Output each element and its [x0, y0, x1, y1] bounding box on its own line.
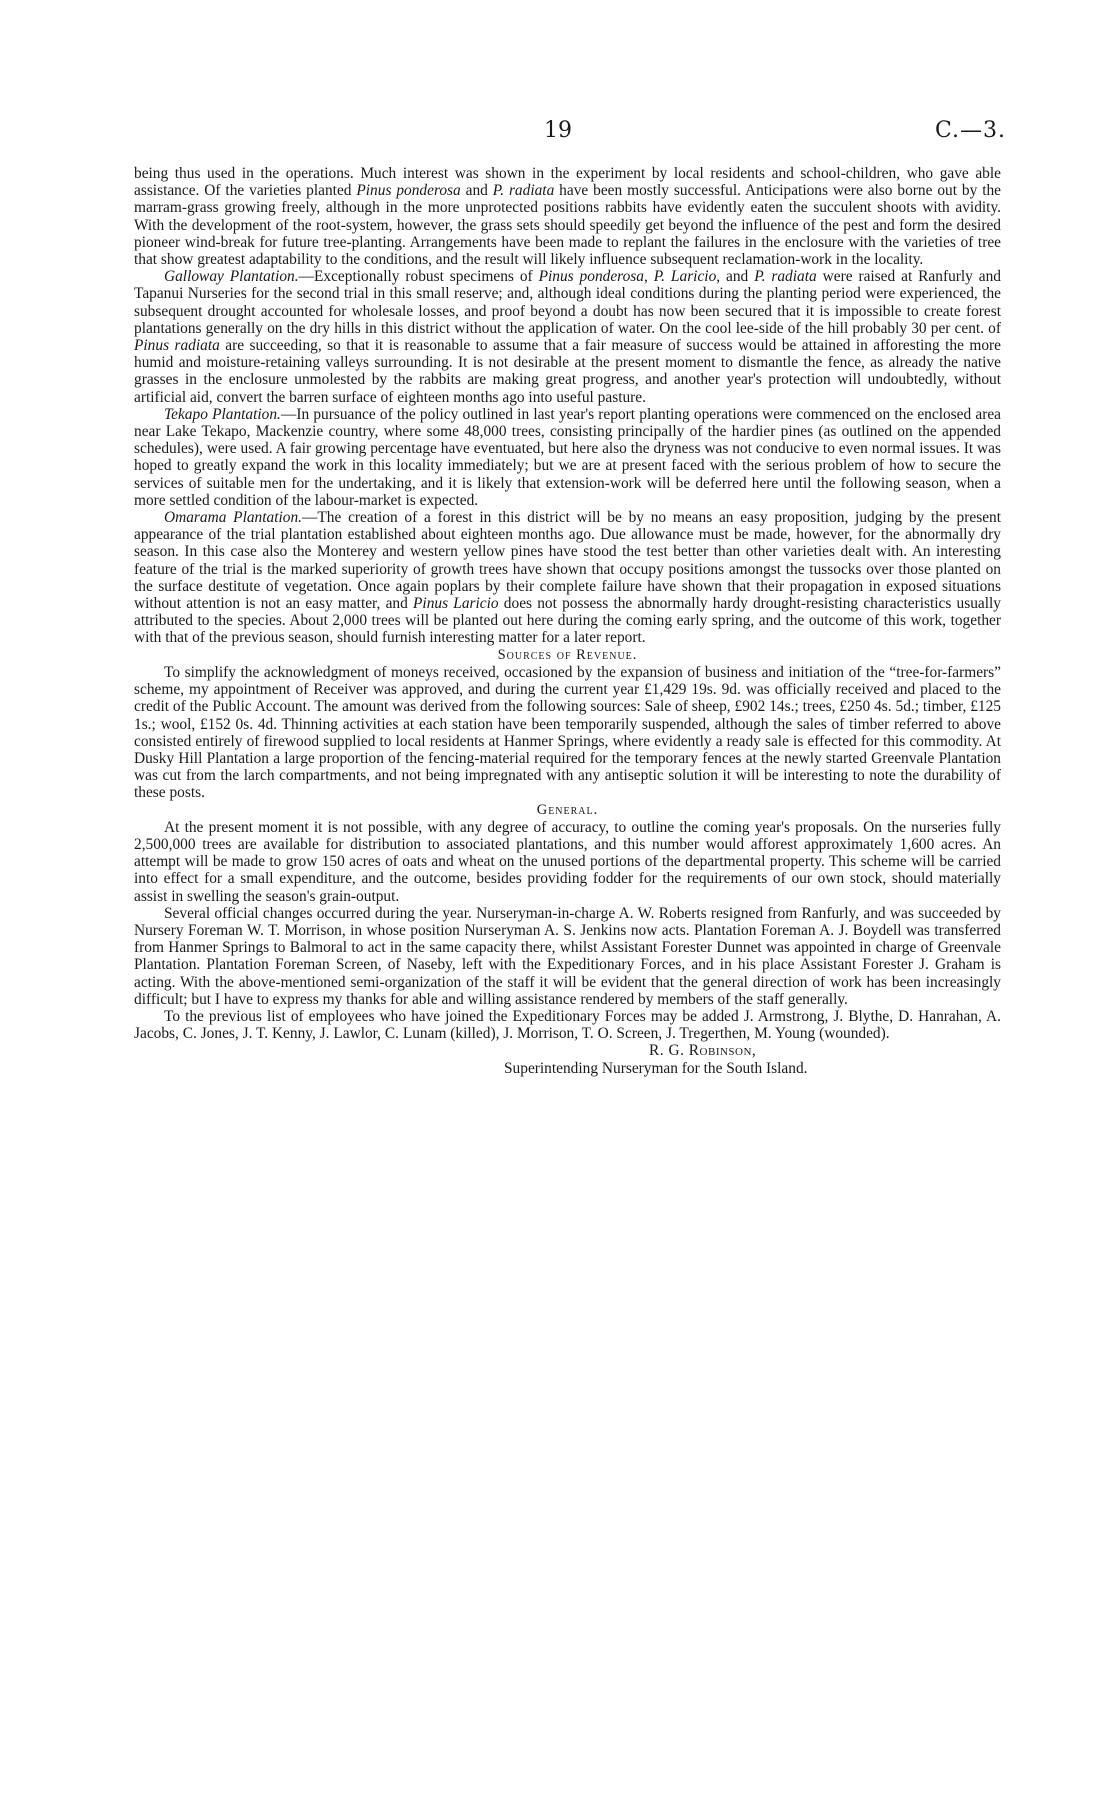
signature-name: R. G. Robinson,	[649, 1042, 757, 1060]
signature-title: Superintending Nurseryman for the South Island.	[504, 1059, 808, 1077]
tekapo-plantation-title: Tekapo Plantation.	[164, 405, 281, 423]
omarama-plantation-title: Omarama Plantation.	[164, 509, 303, 527]
paragraph-galloway	[134, 268, 1001, 406]
paragraph-general-staff-changes: Several official changes occurred during the year. Nurseryman-in-charge A. W. Roberts resigned from Ranfurly, and was succeeded by Nursery Foreman W. T. Morrison, in whose position Nurseryman A. S. Jenkins now acts. Plantation Foreman A. J. Boydell was transferred from Hanmer Springs to Balmoral to act in the same capacity there, whilst Assistant Forester Dunnet was appointed in charge of Greenvale Plantation. Plantation Foreman Screen, of Naseby, left with the Expeditionary Forces, and in his place Assistant Forester J. Graham is acting. With the above-mentioned semi-organization of the staff it will be evident that the general direction of work has been increasingly difficult; but I have to express my thanks for able and willing assistance rendered by members of the staff generally.	[134, 904, 1001, 1008]
document-body	[134, 165, 1001, 1077]
paragraph-tekapo	[134, 406, 1001, 509]
sources-of-revenue-heading: Sources of Revenue.	[497, 646, 638, 663]
galloway-plantation-title: Galloway Plantation.	[164, 268, 299, 286]
page-number: 19	[544, 118, 572, 143]
paragraph-general-proposals: At the present moment it is not possible, with any degree of accuracy, to outline the coming year's proposals. On the nurseries fully 2,500,000 trees are available for distribution to associated plantations, and this number would afforest approximately 1,600 acres. An attempt will be made to grow 150 acres of oats and wheat on the unused portions of the departmental property. This scheme will be carried into effect for a small expenditure, and the outcome, besides providing fodder for the requirements of our own stock, should materially assist in swelling the season's grain-output.	[134, 818, 1001, 905]
general-heading: General.	[536, 801, 599, 818]
document-code: C.—3.	[934, 118, 1006, 143]
paragraph-omarama	[134, 509, 1001, 647]
omarama-plantation-text: —The creation of a forest in this district will be by no means an easy proposition, judging by the present appearance of the trial plantation established about eighteen months ago. Due allowance must be made, however, for the abnormally dry season. In this case also the Monterey and western yellow pines have stood the test better than other varieties dealt with. An interesting feature of the trial is the marked superiority of growth trees have shown that occupy positions amongst the tussocks over those planted on the surface destitute of vegetation. Once again poplars by their complete failure have shown that their propagation in exposed situations without attention is not an easy matter, and Pinus Laricio does not possess the abnormally hardy drought-resisting characteristics usually attributed to the species. About 2,000 trees will be planted out here during the coming early spring, and the outcome of this work, together with that of the previous season, should furnish interesting matter for a later report.	[134, 509, 1001, 647]
tekapo-plantation-text: —In pursuance of the policy outlined in last year's report planting operations were commenced on the enclosed area near Lake Tekapo, Mackenzie country, where some 48,000 trees, consisting principally of the hardier pines (as outlined on the appended schedules), were used. A fair growing percentage have eventuated, but here also the dryness was not conducive to even normal issues. It was hoped to greatly expand the work in this locality immediately; but we are at present faced with the serious problem of how to secure the services of suitable men for the undertaking, and it is likely that extension-work will be deferred here until the following season, when a more settled condition of the labour-market is expected.	[134, 405, 1002, 509]
paragraph-general-expeditionary: To the previous list of employees who have joined the Expeditionary Forces may be added J. Armstrong, J. Blythe, D. Hanrahan, A. Jacobs, C. Jones, J. T. Kenny, J. Lawlor, C. Lunam (killed), J. Morrison, T. O. Screen, J. Tregerthen, M. Young (wounded).	[134, 1007, 1001, 1043]
galloway-plantation-text: —Exceptionally robust specimens of Pinus ponderosa, P. Laricio, and P. radiata were raised at Ranfurly and Tapanui Nurseries for the second trial in this small reserve; and, although ideal conditions during the planting period were experienced, the subsequent drought accounted for wholesale losses, and proof beyond a doubt has now been secured that it is impossible to create forest plantations generally on the dry hills in this district without the application of water. On the cool lee-side of the hill probably 30 per cent. of Pinus radiata are succeeding, so that it is reasonable to assume that a fair measure of success would be attained in afforesting the more humid and moisture-retaining valleys surrounding. It is not desirable at the present moment to dismantle the fence, as already the native grasses in the enclosure unmolested by the rabbits are making great progress, and another year's protection will undoubtedly, without artificial aid, convert the barren surface of eighteen months ago into useful pasture.	[134, 268, 1002, 406]
page-header	[0, 118, 1114, 148]
paragraph-continuation: being thus used in the operations. Much interest was shown in the experiment by local residents and school-children, who gave able assistance. Of the varieties planted Pinus ponderosa and P. radiata have been mostly successful. Anticipations were also borne out by the marram-grass growing freely, although in the more unprotected positions rabbits have evidently eaten the succulent shoots with avidity. With the development of the root-system, however, the grass sets should speedily get beyond the influence of the pest and form the desired pioneer wind-break for future tree-planting. Arrangements have been made to replant the failures in the enclosure with the varieties of tree that show greatest adaptability to the conditions, and the result will likely influence subsequent reclamation-work in the locality.	[134, 165, 1001, 269]
paragraph-sources-of-revenue: To simplify the acknowledgment of moneys received, occasioned by the expansion of business and initiation of the “tree-for-farmers” scheme, my appointment of Receiver was approved, and during the current year £1,429 19s. 9d. was officially received and placed to the credit of the Public Account. The amount was derived from the following sources: Sale of sheep, £902 14s.; trees, £250 4s. 5d.; timber, £125 1s.; wool, £152 0s. 4d. Thinning activities at each station have been temporarily suspended, although the sales of timber referred to above consisted entirely of firewood supplied to local residents at Hanmer Springs, where evidently a ready sale is effected for this commodity. At Dusky Hill Plantation a large proportion of the fencing-material required for the temporary fences at the newly started Greenvale Plantation was cut from the larch compartments, and not being impregnated with any antiseptic solution it will be interesting to note the durability of these posts.	[134, 663, 1001, 802]
